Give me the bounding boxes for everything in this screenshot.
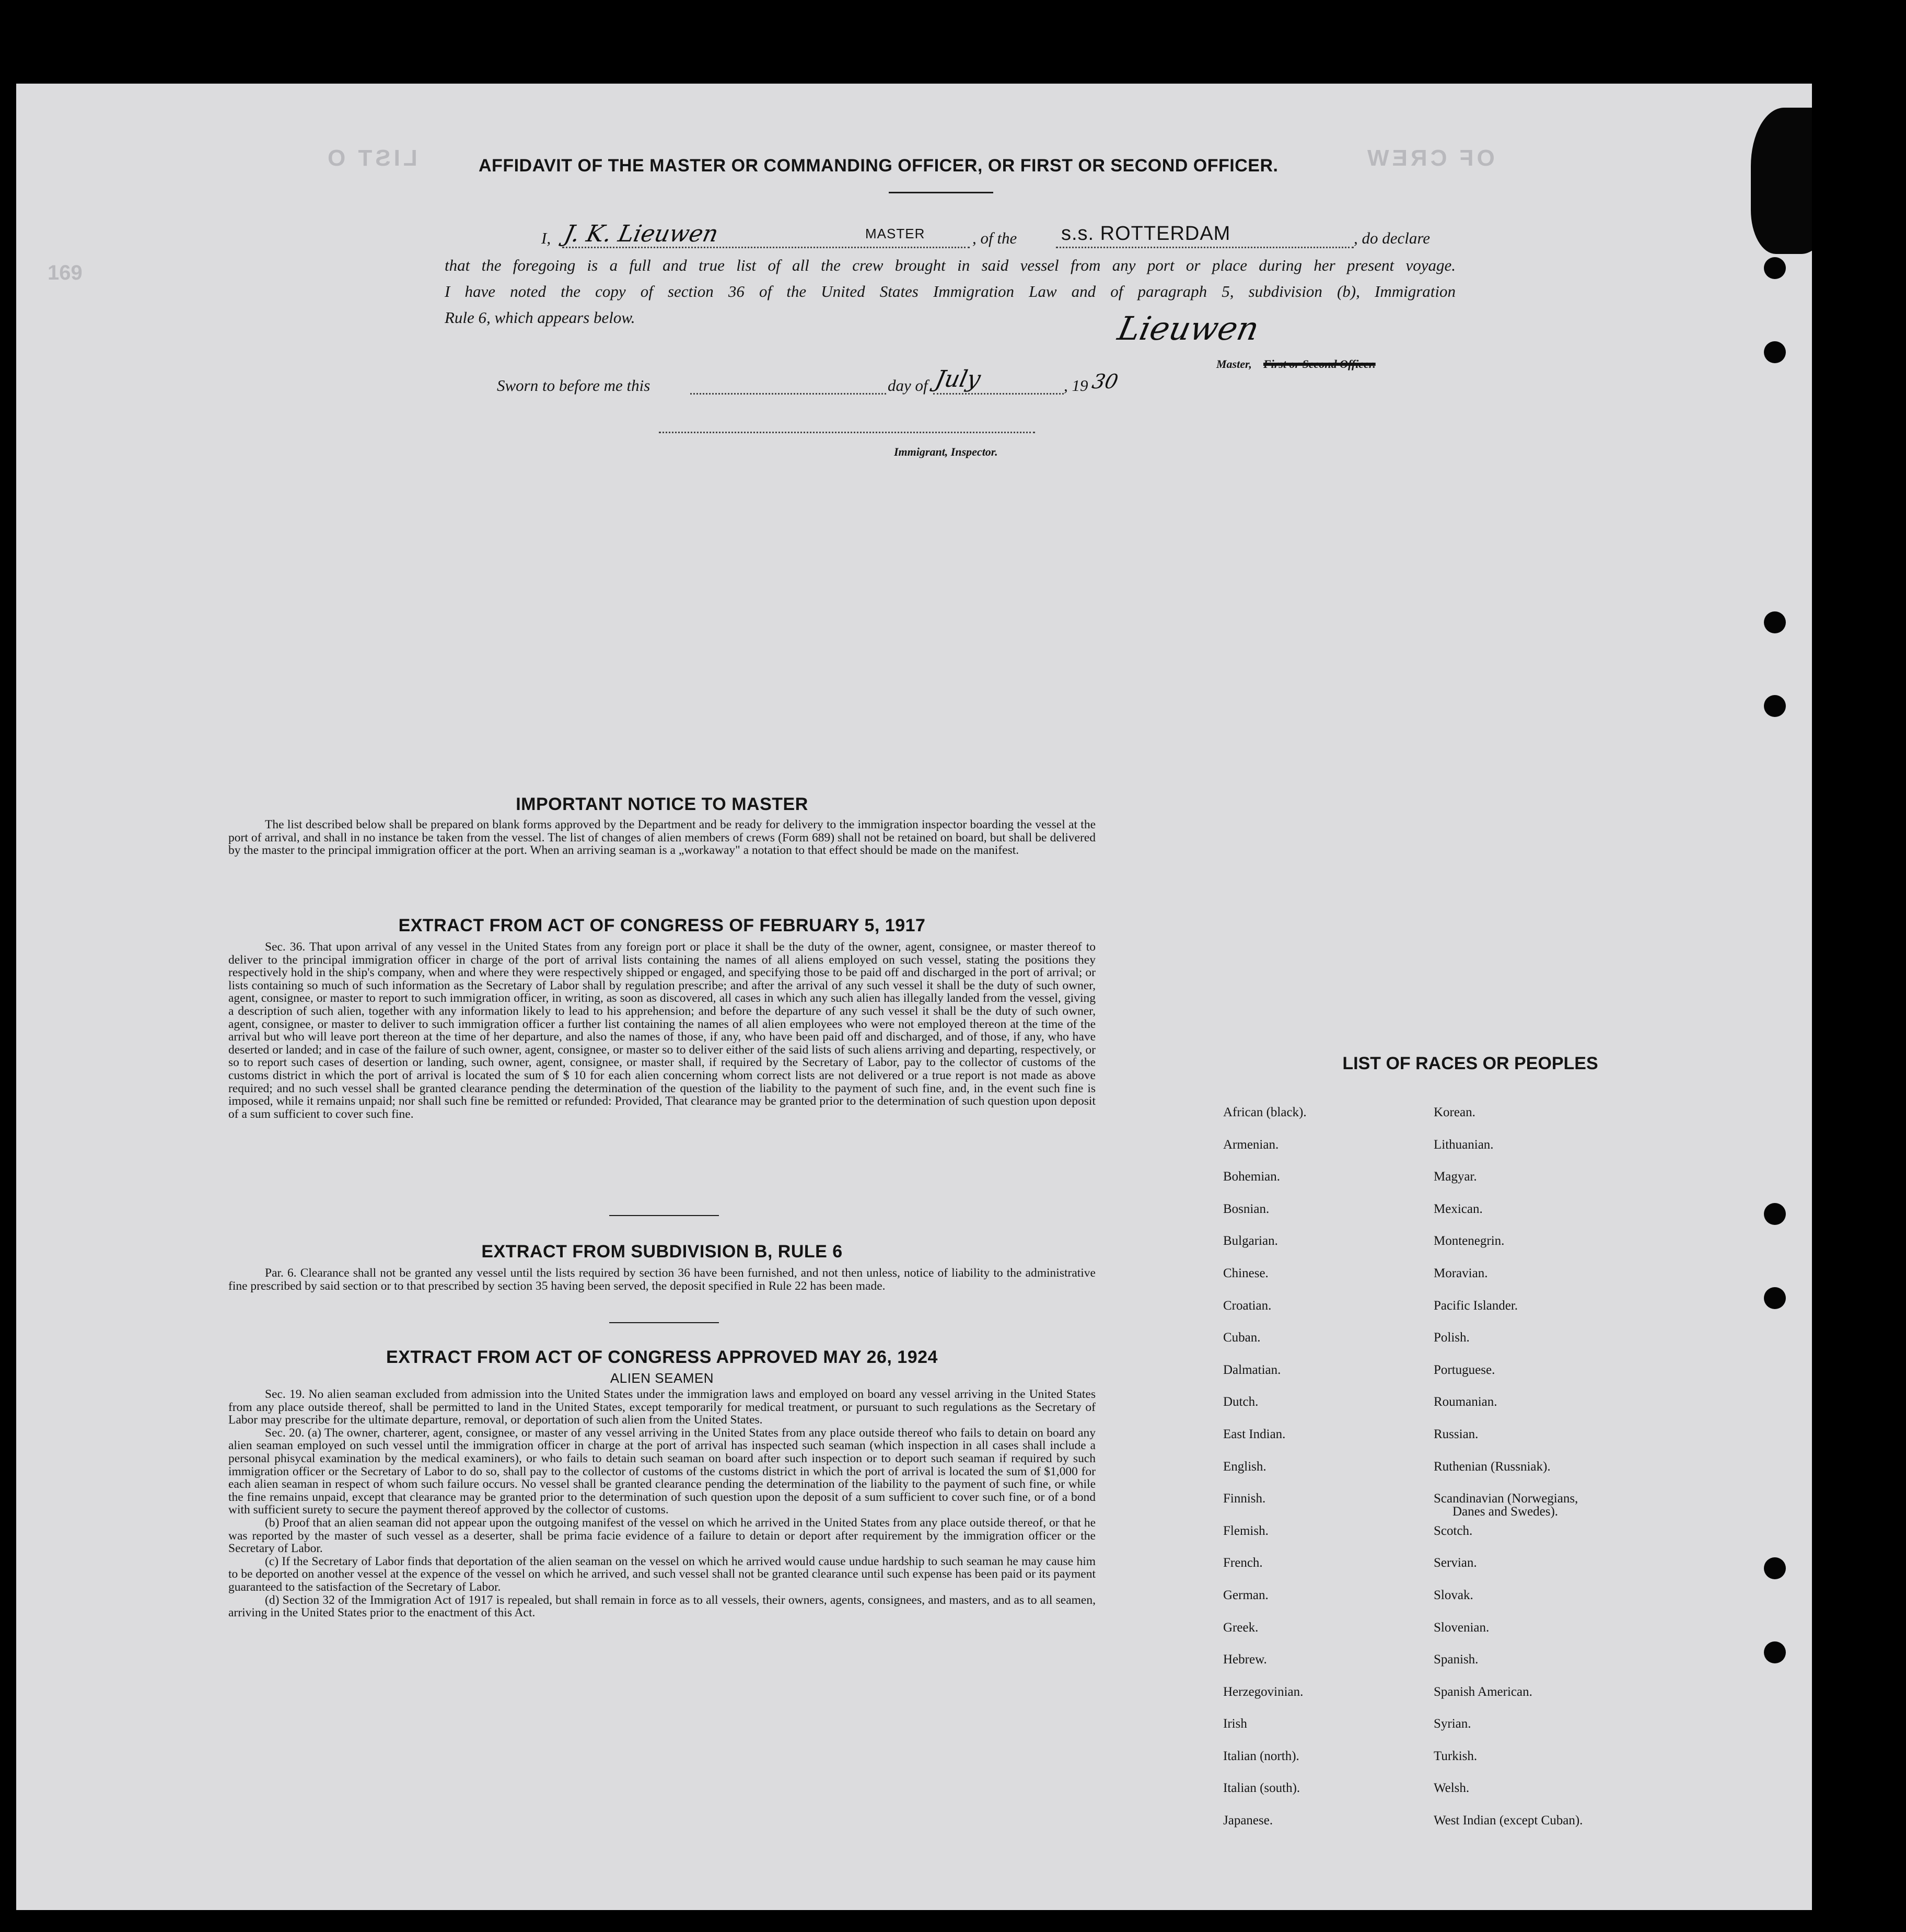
extract-1924-paragraph: (b) Proof that an alien seaman did not appear upon the outgoing manifest of the vessel on which he arrived in the United States from any place outside thereof, or that he was reported by the master of such vessel as a deserter, shall be prima facie evidence of a failure to detain or deport after requirement by the immigration officer or the Secretary of Labor.: [228, 1515, 1096, 1556]
race-item: Mexican.: [1434, 1201, 1483, 1216]
race-item: Finnish.: [1223, 1491, 1266, 1506]
inspector-label: Immigrant, Inspector.: [894, 445, 998, 458]
race-item: Armenian.: [1223, 1137, 1279, 1152]
section-rule: [609, 1215, 719, 1216]
race-item: Portuguese.: [1434, 1362, 1495, 1377]
punch-hole: [1764, 257, 1786, 279]
punch-hole: [1764, 611, 1786, 633]
race-item: Danes and Swedes).: [1452, 1505, 1559, 1519]
notice-text: [228, 818, 1096, 857]
race-item: Croatian.: [1223, 1298, 1272, 1313]
race-item: Herzegovinian.: [1223, 1684, 1304, 1699]
race-item: Pacific Islander.: [1434, 1298, 1518, 1313]
punch-hole: [1764, 695, 1786, 717]
extract-1924-title: EXTRACT FROM ACT OF CONGRESS APPROVED MAY 26, 1924: [386, 1347, 938, 1367]
inspector-signature-line: [659, 432, 1035, 433]
vessel-blank-line: [1056, 247, 1354, 248]
extract-1924-text: [228, 1388, 1096, 1619]
race-item: German.: [1223, 1588, 1269, 1602]
race-item: Welsh.: [1434, 1781, 1470, 1796]
race-item: Bulgarian.: [1223, 1234, 1278, 1248]
declaration-line-4: Rule 6, which appears below.: [445, 308, 635, 327]
race-item: Italian (north).: [1223, 1749, 1299, 1763]
race-item: Hebrew.: [1223, 1652, 1267, 1667]
extract-rule6-paragraph: Par. 6. Clearance shall not be granted any vessel until the lists required by section 36 have been furnished, and not then unless, notice of liability to the administrative fine prescribed by said section or to that prescribed by section 35 having been served, the deposit specified in Rule 22 has been made.: [228, 1266, 1096, 1293]
races-title: LIST OF RACES OR PEOPLES: [1342, 1054, 1598, 1073]
race-item: Bosnian.: [1223, 1201, 1270, 1216]
races-left-column: [1223, 1105, 1307, 1846]
race-item: West Indian (except Cuban).: [1434, 1813, 1583, 1828]
race-item: Dutch.: [1223, 1395, 1259, 1409]
race-item: Greek.: [1223, 1620, 1259, 1635]
section-rule: [609, 1322, 719, 1323]
race-item: English.: [1223, 1459, 1266, 1474]
signature-caption-struck: First or Second Officer.: [1263, 357, 1376, 371]
month-handwritten: July: [933, 366, 983, 392]
extract-rule6-text: [228, 1267, 1096, 1292]
extract-rule6-title: EXTRACT FROM SUBDIVISION B, RULE 6: [481, 1242, 843, 1262]
punch-hole: [1764, 1641, 1786, 1663]
month-blank-line: [933, 393, 1064, 395]
master-signature: Lieuwen: [1114, 309, 1263, 348]
race-item: Spanish American.: [1434, 1684, 1532, 1699]
of-the-label: , of the: [972, 229, 1017, 247]
race-item: Magyar.: [1434, 1170, 1477, 1184]
punch-hole: [1764, 1203, 1786, 1225]
bleedthrough-page-number: 169: [48, 261, 83, 284]
declaration-line-3: I have noted the copy of section 36 of the United States Immigration Law and of paragraph 5, subdivision (b), Immigration: [445, 282, 1456, 300]
race-item: Russian.: [1434, 1427, 1479, 1441]
race-item: Lithuanian.: [1434, 1137, 1494, 1152]
sworn-label: Sworn to before me this: [497, 376, 650, 395]
master-name-handwritten: J. K. Lieuwen: [562, 221, 721, 247]
declaration-i-label: I,: [541, 229, 551, 247]
punch-hole: [1764, 1287, 1786, 1309]
sworn-day-blank: [690, 393, 886, 395]
race-item: Irish: [1223, 1717, 1247, 1731]
do-declare-label: , do declare: [1354, 229, 1431, 247]
race-item: Scotch.: [1434, 1523, 1473, 1538]
race-item: Slovenian.: [1434, 1620, 1490, 1635]
race-item: African (black).: [1223, 1105, 1307, 1119]
rank-typed: MASTER: [865, 226, 925, 241]
year-handwritten: 30: [1090, 370, 1121, 393]
race-item: Flemish.: [1223, 1523, 1269, 1538]
race-item: Polish.: [1434, 1331, 1470, 1345]
race-item: Ruthenian (Russniak).: [1434, 1459, 1551, 1474]
ink-blot: [1751, 108, 1812, 254]
extract-1917-text: [228, 941, 1096, 1120]
race-item: Chinese.: [1223, 1266, 1269, 1280]
race-item: Servian.: [1434, 1556, 1477, 1570]
document-page: [16, 84, 1812, 1910]
name-blank-line: [562, 247, 970, 248]
declaration-line-2: that the foregoing is a full and true list of all the crew brought in said vessel from any port or place during her present voyage.: [445, 256, 1456, 274]
races-right-column: [1434, 1105, 1583, 1846]
race-item: Roumanian.: [1434, 1395, 1497, 1409]
race-item: Moravian.: [1434, 1266, 1488, 1280]
extract-1924-paragraph: (c) If the Secretary of Labor finds that deportation of the alien seaman on the vessel on which he arrived would cause undue hardship to such seaman he may cause him to be deported on another vessel at the expence of the vessel on which he arrived, and such vessel shall not be granted clearance until such expense has been paid or its payment guaranteed to the satisfaction of the Secretary of Labor.: [228, 1554, 1096, 1594]
notice-paragraph: The list described below shall be prepared on blank forms approved by the Department and be ready for delivery to the immigration inspector boarding the vessel at the port of arrival, and shall in no instance be taken from the vessel. The list of changes of alien members of crews (Form 689) shall not be retained on board, but shall be delivered by the master to the principal immigration officer at the port. When an arriving seaman is a „workaway" a notation to that effect should be made on the manifest.: [228, 818, 1096, 858]
bleedthrough-title-right: OF CREW: [1364, 145, 1495, 171]
race-item: Spanish.: [1434, 1652, 1479, 1667]
race-item: Bohemian.: [1223, 1170, 1281, 1184]
race-item: Syrian.: [1434, 1717, 1471, 1731]
race-item: Italian (south).: [1223, 1781, 1300, 1796]
race-item: Montenegrin.: [1434, 1234, 1505, 1248]
extract-1924-paragraph: Sec. 20. (a) The owner, charterer, agent, consignee, or master of any vessel arriving in the United States from any place outside thereof who fails to detain on board any alien seaman employed on such vessel until the immigration officer in charge at the port of arrival has inspected such seaman (which inspection in all cases shall include a personal phisycal examination by the medical examiners), or who fails to detain such seaman on board after such inspection or to deport such seaman if required by such immigration officer or the Secretary of Labor to do so, shall pay to the collector of customs of the customs district in which the port of arrival is located the sum of $1,000 for each alien seaman in respect of whom such failure occurs. No vessel shall be granted clearance pending the determination of the liability to the payment of such fine, or while the fine remains unpaid, except that clearance may be granted prior to the determination of such question upon the deposit of a sum sufficient to cover such fine, or of a bond with sufficient surety to secure the payment thereof approved by the collector of customs.: [228, 1426, 1096, 1517]
day-of-label: day of: [888, 376, 928, 395]
race-item: Slovak.: [1434, 1588, 1473, 1602]
affidavit-title: AFFIDAVIT OF THE MASTER OR COMMANDING OFFICER, OR FIRST OR SECOND OFFICER.: [479, 156, 1279, 176]
extract-1917-title: EXTRACT FROM ACT OF CONGRESS OF FEBRUARY 5, 1917: [398, 916, 926, 935]
extract-1924-paragraph: Sec. 19. No alien seaman excluded from admission into the United States under the immigration laws and employed on board any vessel arriving in the United States from any place outside thereof, shall be permitted to land in the United States, except temporarily for medical treatment, or pursuant to such regulations as the Secretary of Labor may prescribe for the ultimate departure, removal, or deportation of such alien from the United States.: [228, 1387, 1096, 1427]
punch-hole: [1764, 1557, 1786, 1579]
signature-caption-master: Master,: [1216, 357, 1252, 371]
bleedthrough-title-left: LIST O: [324, 145, 417, 171]
race-item: Cuban.: [1223, 1331, 1261, 1345]
race-item: Korean.: [1434, 1105, 1475, 1119]
race-item: Scandinavian (Norwegians,: [1434, 1491, 1578, 1506]
race-item: Dalmatian.: [1223, 1362, 1281, 1377]
race-item: French.: [1223, 1556, 1263, 1570]
notice-title: IMPORTANT NOTICE TO MASTER: [516, 794, 808, 814]
race-item: East Indian.: [1223, 1427, 1286, 1441]
race-item: Turkish.: [1434, 1749, 1478, 1763]
extract-1917-paragraph: Sec. 36. That upon arrival of any vessel in the United States from any foreign port or place it shall be the duty of the owner, agent, consignee, or master thereof to deliver to the principal immigration officer in charge of the port of arrival lists containing the names of all aliens employed on such vessel, stating the positions they respectively hold in the ship's company, when and where they were respectively shipped or engaged, and specifying those to be paid off and discharged in the port of arrival; or lists containing so much of such information as the Secretary of Labor shall by regulation prescribe; and after the arrival of any such vessel it shall be the duty of such owner, agent, consignee, or master to report to such immigration officer, in writing, as soon as discovered, all cases in which any such alien has illegally landed from the vessel, giving a description of such alien, together with any information likely to lead to his apprehension; and before the departure of any such vessel it shall be the duty of such owner, agent, consignee, or master to deliver to such immigration officer a further list containing the names of all alien employees who were not employed thereon at the time of the arrival but who will leave port thereon at the time of her departure, and also the names of those, if any, who have been paid off and discharged, and of those, if any, who have deserted or landed; and in case of the failure of such owner, agent, consignee, or master so to deliver either of the said lists of such aliens arriving and departing, respectively, or so to report such cases of desertion or landing, such owner, agent, consignee, or master shall, if required by the Secretary of Labor, pay to the collector of customs of the customs district in which the port of arrival is located the sum of $ 10 for each alien concerning whom correct lists are not delivered or a true report is not made as above required; and no such vessel shall be granted clearance pending the determination of the question of the liability to the payment of such fine, and, in the event such fine is imposed, while it remains unpaid; nor shall such fine be remitted or refunded: Provided, That clearance may be granted prior to the determination of such question upon deposit of a sum sufficient to cover such fine.: [228, 940, 1096, 1121]
punch-hole: [1764, 341, 1786, 363]
title-rule: [889, 192, 993, 193]
extract-1924-paragraph: (d) Section 32 of the Immigration Act of 1917 is repealed, but shall remain in force as to all vessels, their owners, agents, consignees, and masters, and as to all seamen, arriving in the United States prior to the enactment of this Act.: [228, 1593, 1096, 1620]
race-item: Japanese.: [1223, 1813, 1273, 1828]
extract-1924-subtitle: ALIEN SEAMEN: [610, 1370, 714, 1386]
vessel-name-typed: s.s. ROTTERDAM: [1061, 223, 1231, 245]
year-prefix: , 19: [1064, 376, 1088, 395]
